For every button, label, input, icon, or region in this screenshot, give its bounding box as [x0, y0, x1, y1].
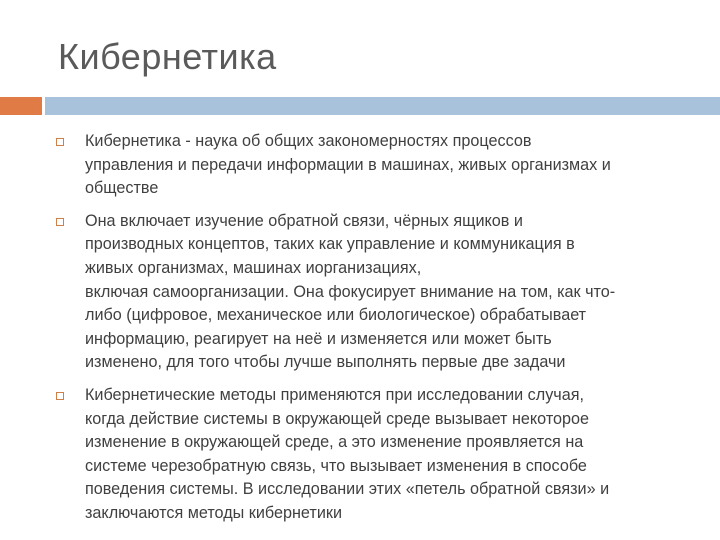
square-outline-icon [56, 218, 64, 226]
bullet-text [85, 130, 693, 201]
bullet-text-line: системе черезобратную связь, что вызывает изменения в способе [85, 456, 587, 475]
bullet-text [85, 210, 693, 375]
bullet-text-line: включая самоорганизации. Она фокусирует внимание на том, как что- [85, 282, 616, 301]
slide-title: Кибернетика [58, 36, 277, 77]
bullet-list [53, 130, 693, 535]
bullet-text-line: либо (цифровое, механическое или биологическое) обрабатывает [85, 306, 587, 325]
bullet-text-line: Кибернетические методы применяются при исследовании случая, [85, 385, 585, 404]
bullet-item [53, 384, 693, 526]
title-accent-bar [0, 97, 42, 115]
bullet-text-line: информацию, реагирует на неё и изменяется или может быть [85, 329, 552, 348]
bullet-text-line: живых организмах, машинах иорганизациях, [85, 258, 422, 277]
bullet-text-line: обществе [85, 179, 159, 198]
bullet-text-line: когда действие системы в окружающей среде вызывает некоторое [85, 409, 590, 428]
bullet-text-line: изменено, для того чтобы лучше выполнять первые две задачи [85, 353, 566, 372]
bullet-item [53, 130, 693, 201]
bullet-text-line: производных концептов, таких как управление и коммуникация в [85, 235, 575, 254]
square-outline-icon [56, 138, 64, 146]
square-outline-icon [56, 392, 64, 400]
bullet-text-line: управления и передачи информации в машинах, живых организмах и [85, 155, 611, 174]
bullet-text [85, 384, 693, 526]
bullet-text-line: Кибернетика - наука об общих закономерностях процессов [85, 132, 532, 150]
bullet-item [53, 210, 693, 375]
bullet-text-line: поведения системы. В исследовании этих «петель обратной связи» и [85, 480, 610, 499]
bullet-text-line: заключаются методы кибернетики [85, 503, 342, 522]
title-divider-bar [45, 97, 720, 115]
bullet-text-line: Она включает изучение обратной связи, чёрных ящиков и [85, 211, 523, 230]
bullet-text-line: изменение в окружающей среде, а это изменение проявляется на [85, 433, 584, 452]
